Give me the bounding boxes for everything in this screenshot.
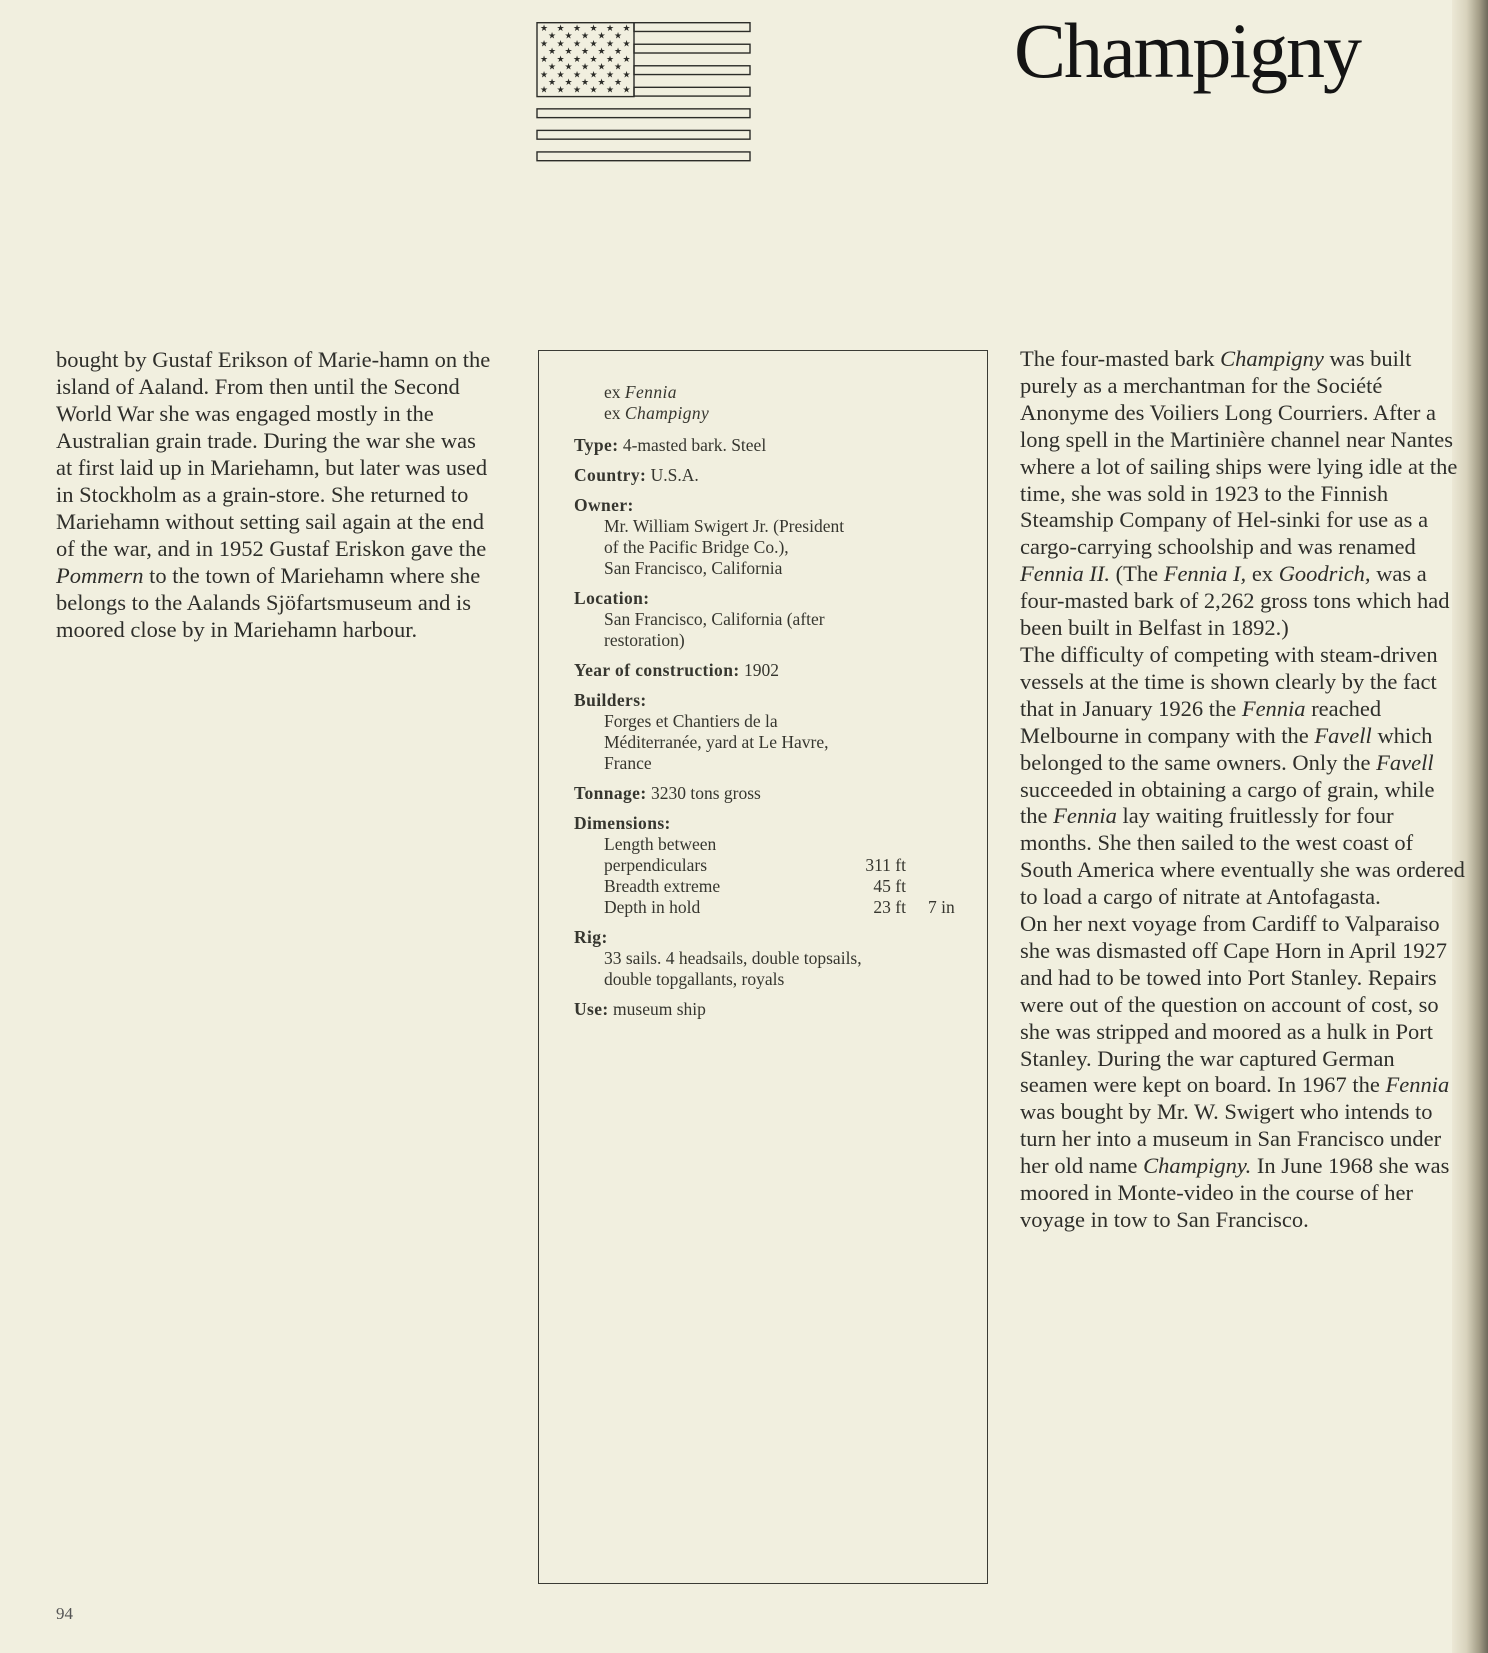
- svg-text:★: ★: [539, 70, 549, 81]
- svg-text:★: ★: [613, 77, 623, 88]
- svg-text:★: ★: [622, 85, 631, 96]
- left-column-text: [56, 346, 496, 643]
- svg-text:★: ★: [572, 54, 582, 65]
- svg-text:★: ★: [580, 62, 590, 73]
- svg-text:★: ★: [622, 39, 631, 50]
- svg-text:★: ★: [613, 62, 623, 73]
- dim-length-row-2: perpendiculars 311 ft: [604, 855, 906, 875]
- svg-text:★: ★: [564, 47, 573, 58]
- rig-field: Rig: 33 sails. 4 headsails, double topsails, double topgallants, royals: [574, 927, 984, 990]
- us-flag-icon: [536, 22, 752, 162]
- svg-text:★: ★: [589, 54, 598, 65]
- svg-text:★: ★: [564, 31, 573, 42]
- svg-text:★: ★: [597, 62, 606, 73]
- svg-text:★: ★: [556, 24, 565, 34]
- builders-field: Builders: Forges et Chantiers de la Méditerranée, yard at Le Havre, France: [574, 690, 984, 774]
- ship-info: [574, 382, 984, 1020]
- svg-text:★: ★: [589, 85, 598, 96]
- right-column-text: [1020, 346, 1466, 1234]
- svg-text:★: ★: [547, 77, 557, 88]
- svg-text:★: ★: [613, 31, 623, 42]
- svg-text:★: ★: [622, 54, 631, 65]
- ship-name: Pommern: [56, 563, 144, 588]
- svg-text:★: ★: [556, 54, 565, 65]
- owner-field: Owner: Mr. William Swigert Jr. (President of the Pacific Bridge Co.), San Francisco, California: [574, 495, 984, 579]
- right-paragraph-2: The difficulty of competing with steam-driven vessels at the time is shown clearly by the fact that in January 1926 the Fennia reached Melbourne in company with the Favell which belonged to the same owners. Only the Favell succeeded in obtaining a cargo of grain, while the Fennia lay waiting fruitlessly for four months. She then sailed to the west coast of South America where eventually she was ordered to load a cargo of nitrate at Antofagasta.: [1020, 641, 1465, 910]
- svg-text:★: ★: [547, 62, 557, 73]
- svg-text:★: ★: [564, 77, 573, 88]
- svg-text:★: ★: [613, 47, 623, 58]
- location-lines: San Francisco, California (after restoration): [604, 609, 825, 650]
- svg-text:★: ★: [622, 24, 631, 34]
- svg-text:★: ★: [605, 70, 615, 81]
- svg-text:★: ★: [580, 77, 590, 88]
- former-name-2: ex Champigny: [604, 403, 710, 423]
- svg-text:★: ★: [539, 54, 549, 65]
- builders-lines: Forges et Chantiers de la Méditerranée, yard at Le Havre, France: [604, 711, 829, 773]
- dim-depth-row: Depth in hold 23 ft 7 in: [604, 897, 955, 917]
- use-field: Use: museum ship: [574, 999, 706, 1019]
- svg-text:★: ★: [547, 31, 557, 42]
- svg-text:★: ★: [622, 70, 631, 81]
- svg-text:★: ★: [580, 47, 590, 58]
- svg-text:★: ★: [556, 39, 565, 50]
- svg-text:★: ★: [539, 24, 549, 34]
- dim-length-row-1: Length between: [604, 834, 717, 854]
- type-field: Type: 4-masted bark. Steel: [574, 435, 767, 455]
- svg-text:★: ★: [564, 62, 573, 73]
- svg-text:★: ★: [539, 85, 549, 96]
- svg-text:★: ★: [605, 39, 615, 50]
- svg-text:★: ★: [589, 70, 598, 81]
- location-field: Location: San Francisco, California (after restoration): [574, 588, 984, 651]
- svg-text:★: ★: [605, 54, 615, 65]
- svg-text:★: ★: [572, 24, 582, 34]
- dimensions-field: Dimensions: Length between perpendiculars 311 ft Breadth extreme 45 ft Depth in hold 23 ft 7 in: [574, 813, 984, 918]
- country-field: Country: U.S.A.: [574, 465, 699, 485]
- svg-text:★: ★: [547, 47, 557, 58]
- rig-lines: 33 sails. 4 headsails, double topsails, double topgallants, royals: [604, 948, 862, 989]
- left-paragraph: bought by Gustaf Erikson of Marie-hamn on the island of Aaland. From then until the Second World War she was engaged mostly in the Australian grain trade. During the war she was at first laid up in Mariehamn, but later was used in Stockholm as a grain-store. She returned to Mariehamn without setting sail again at the end of the war, and in 1952 Gustaf Eriskon gave the Pommern to the town of Mariehamn where she belongs to the Aalands Sjöfartsmuseum and is moored close by in Mariehamn harbour.: [56, 347, 491, 642]
- svg-text:★: ★: [572, 70, 582, 81]
- svg-text:★: ★: [572, 85, 582, 96]
- right-paragraph-3: On her next voyage from Cardiff to Valparaiso she was dismasted off Cape Horn in April 1927 and had to be towed into Port Stanley. Repairs were out of the question on account of cost, so she was stripped and moored as a hulk in Port Stanley. During the war captured German seamen were kept on board. In 1967 the Fennia was bought by Mr. W. Swigert who intends to turn her into a museum in San Francisco under her old name Champigny. In June 1968 she was moored in Monte-video in the course of her voyage in tow to San Francisco.: [1020, 911, 1450, 1232]
- tonnage-field: Tonnage: 3230 tons gross: [574, 783, 761, 803]
- svg-text:★: ★: [580, 31, 590, 42]
- former-name-1: ex Fennia: [604, 382, 677, 402]
- dim-breadth-row: Breadth extreme 45 ft: [604, 876, 906, 896]
- page-title: Champigny: [1014, 7, 1360, 94]
- year-field: Year of construction: 1902: [574, 660, 779, 680]
- svg-text:★: ★: [589, 39, 598, 50]
- svg-text:★: ★: [556, 70, 565, 81]
- svg-text:★: ★: [597, 47, 606, 58]
- svg-text:★: ★: [539, 39, 549, 50]
- svg-text:★: ★: [605, 24, 615, 34]
- svg-text:★: ★: [572, 39, 582, 50]
- right-paragraph-1: The four-masted bark Champigny was built purely as a merchantman for the Société Anonyme des Voiliers Long Courriers. After a long spell in the Martinière channel near Nantes where a lot of sailing ships were lying idle at the time, she was sold in 1923 to the Finnish Steamship Company of Hel-sinki for use as a cargo-carrying schoolship and was renamed Fennia II. (The Fennia I, ex Goodrich, was a four-masted bark of 2,262 gross tons which had been built in Belfast in 1892.): [1020, 346, 1458, 641]
- svg-text:★: ★: [597, 31, 606, 42]
- svg-text:★: ★: [556, 85, 565, 96]
- svg-text:★: ★: [597, 77, 606, 88]
- svg-text:★: ★: [605, 85, 615, 96]
- owner-lines: Mr. William Swigert Jr. (President of the Pacific Bridge Co.), San Francisco, California: [604, 516, 845, 578]
- svg-text:★: ★: [589, 24, 598, 34]
- page-number: 94: [56, 1604, 73, 1623]
